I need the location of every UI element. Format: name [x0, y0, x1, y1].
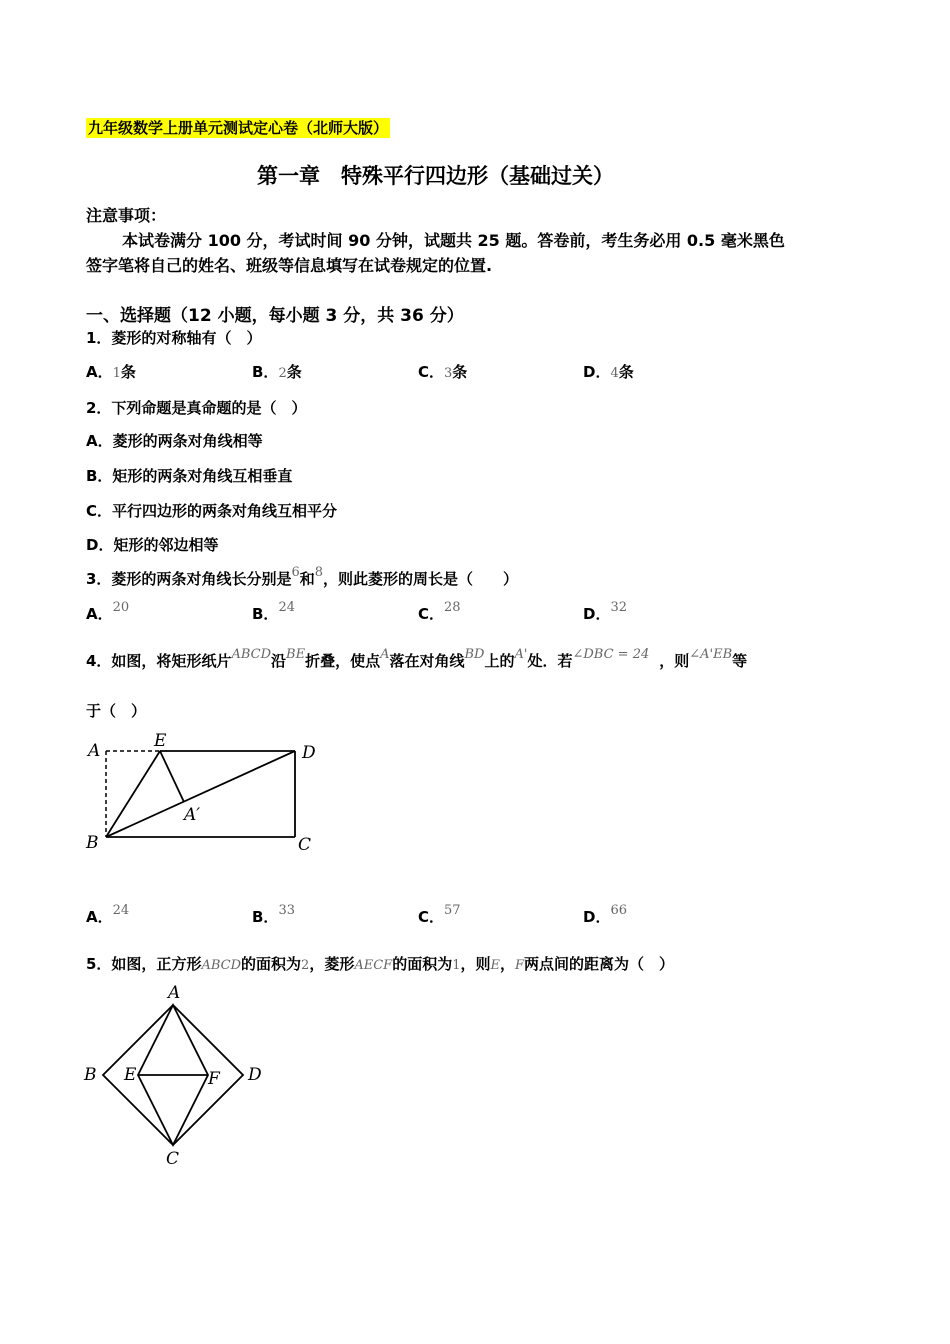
paper-header: [86, 117, 390, 138]
q5-label-c: C: [166, 1149, 180, 1169]
q1-option-c: C．3条: [418, 363, 468, 381]
q4-option-b: B．33: [252, 903, 295, 926]
q3-option-c: C．28: [418, 600, 461, 623]
notice-line-1: 本试卷满分 100 分，考试时间 90 分钟，试题共 25 题。答卷前，考生务必用 0.5 毫米黑色: [122, 231, 785, 250]
q4-figure: [80, 728, 330, 858]
q5-label-d: D: [248, 1065, 262, 1085]
q2-option-d: D．矩形的邻边相等: [86, 536, 219, 554]
q2-option-c: C．平行四边形的两条对角线互相平分: [86, 502, 338, 520]
question-4-stem: 4．如图，将矩形纸片ABCD沿BE折叠，使点A落在对角线BD上的A'处．若∠DBC = 24 ，则∠A'EB等: [86, 647, 748, 670]
q1-option-a: A．1条: [86, 363, 136, 381]
q1-option-d: D．4条: [583, 363, 634, 381]
q3-option-b: B．24: [252, 600, 295, 623]
question-4-stem-line-2: 于（ ）: [86, 702, 147, 720]
q2-option-b: B．矩形的两条对角线互相垂直: [86, 467, 293, 485]
q5-figure: [80, 980, 280, 1170]
question-1-stem: 1．菱形的对称轴有（ ）: [86, 329, 262, 347]
q5-label-a: A: [168, 983, 181, 1003]
q4-diagonal-bd: [106, 751, 295, 837]
q4-label-a-prime: A′: [184, 805, 201, 825]
q3-option-a: A．20: [86, 600, 130, 623]
header-highlight: 九年级数学上册单元测试定心卷（北师大版）: [88, 119, 389, 137]
q4-label-a: A: [88, 741, 101, 761]
q2-option-a: A．菱形的两条对角线相等: [86, 432, 263, 450]
q5-label-f: F: [208, 1069, 220, 1089]
q4-label-b: B: [86, 833, 99, 853]
q4-label-e: E: [154, 731, 167, 751]
section-heading: 一、选择题（12 小题，每小题 3 分，共 36 分）: [86, 306, 464, 326]
q5-label-e: E: [124, 1065, 137, 1085]
q4-option-d: D．66: [583, 903, 627, 926]
q4-option-c: C．57: [418, 903, 461, 926]
q1-option-b: B．2条: [252, 363, 302, 381]
q4-label-d: D: [302, 743, 316, 763]
notice-label: 注意事项：: [86, 206, 167, 225]
notice-line-2: 签字笔将自己的姓名、班级等信息填写在试卷规定的位置.: [86, 256, 493, 275]
question-2-stem: 2．下列命题是真命题的是（ ）: [86, 399, 307, 417]
page-title: 第一章 特殊平行四边形（基础过关）: [257, 164, 614, 188]
q4-option-a: A．24: [86, 903, 130, 926]
question-5-stem: 5．如图，正方形ABCD的面积为2，菱形AECF的面积为1，则E，F两点间的距离为（ ）: [86, 955, 675, 973]
question-3-stem: 3．菱形的两条对角线长分别是6和8，则此菱形的周长是（ ）: [86, 565, 519, 588]
q4-edge-ea2: [160, 751, 184, 802]
q4-label-c: C: [298, 835, 312, 855]
q3-option-d: D．32: [583, 600, 627, 623]
q5-label-b: B: [84, 1065, 97, 1085]
